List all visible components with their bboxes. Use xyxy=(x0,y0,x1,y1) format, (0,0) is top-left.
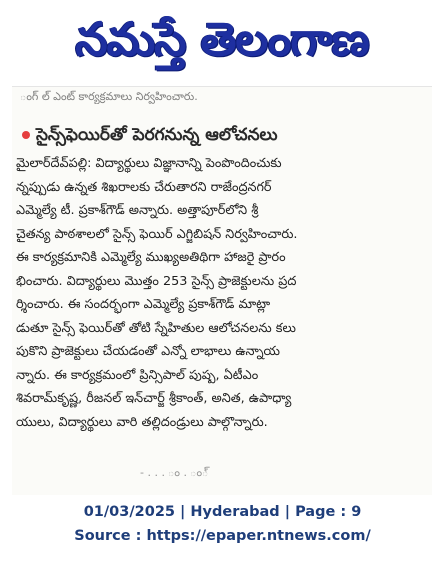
masthead-title: నమస్తే తెలంగాణ xyxy=(75,12,369,66)
previous-article-fragment: ంగ్ ల్ ఎంట్ కార్యక్రమాలు నిర్వహించారు. xyxy=(20,90,198,103)
article-line: మైలార్‌దేవ్‌పల్లి: విద్యార్థులు విజ్ఞానాన్ని పెంపొందించుకు xyxy=(16,156,282,171)
article-line: డుతూ సైన్స్ ఫెయిర్‌తో తోటి స్నేహితుల ఆలోచనలను కలు xyxy=(16,320,296,336)
article-line: యులు, విద్యార్థులు వారి తల్లిదండ్రులు పాల్గొన్నారు. xyxy=(16,414,268,430)
article-line: పుకొని ప్రాజెక్టులు చేయడంతో ఎన్నో లాభాలు ఉన్నాయ xyxy=(16,344,280,359)
article-body xyxy=(16,152,428,434)
article-headline: సైన్స్‌ఫెయిర్‌తో పెరగనున్న ఆలోచనలు xyxy=(36,125,278,145)
next-article-fragment: - . . . ం . ం్ xyxy=(140,466,209,479)
article-line: ఎమ్మెల్యే టీ. ప్రకాశ్‌గౌడ్ అన్నారు. అత్తాపూర్‌లోని శ్రీ xyxy=(16,203,259,218)
masthead xyxy=(12,4,432,78)
article-line: ఈ కార్యక్రమానికి ఎమ్మెల్యే ముఖ్యఅతిథిగా హాజరై ప్రారం xyxy=(16,250,286,265)
article-line: ర్శించారు. ఈ సందర్భంగా ఎమ్మెల్యే ప్రకాశ్‌గౌడ్ మాట్లా xyxy=(16,297,271,312)
article-line: చైతన్య పాఠశాలలో సైన్స్ ఫెయిర్ ఎగ్జిబిషన్ నిర్వహించారు. xyxy=(16,226,298,242)
edition-date-line: 01/03/2025 | Hyderabad | Page : 9 xyxy=(83,504,362,520)
footer xyxy=(0,500,445,548)
headline-bullet-icon xyxy=(22,131,30,139)
article-line: న్నారు. ఈ కార్యక్రమంలో ప్రిన్సిపాల్ పుష్ప, ఏటీఎం xyxy=(16,367,259,383)
article-line: భించారు. విద్యార్థులు మొత్తం 253 సైన్స్ ప్రాజెక్టులను ప్రద xyxy=(16,273,297,289)
source-link[interactable]: Source : https://epaper.ntnews.com/ xyxy=(74,528,371,544)
article-line: న్నప్పుడు ఉన్నత శిఖరాలకు చేరుతారని రాజేంద్రనగర్ xyxy=(16,179,272,195)
article-line: శివరామ్‌కృష్ణ, రీజనల్ ఇన్‌చార్జ్ శ్రీకాంత్, అనిత, ఉపాధ్యా xyxy=(16,391,292,406)
